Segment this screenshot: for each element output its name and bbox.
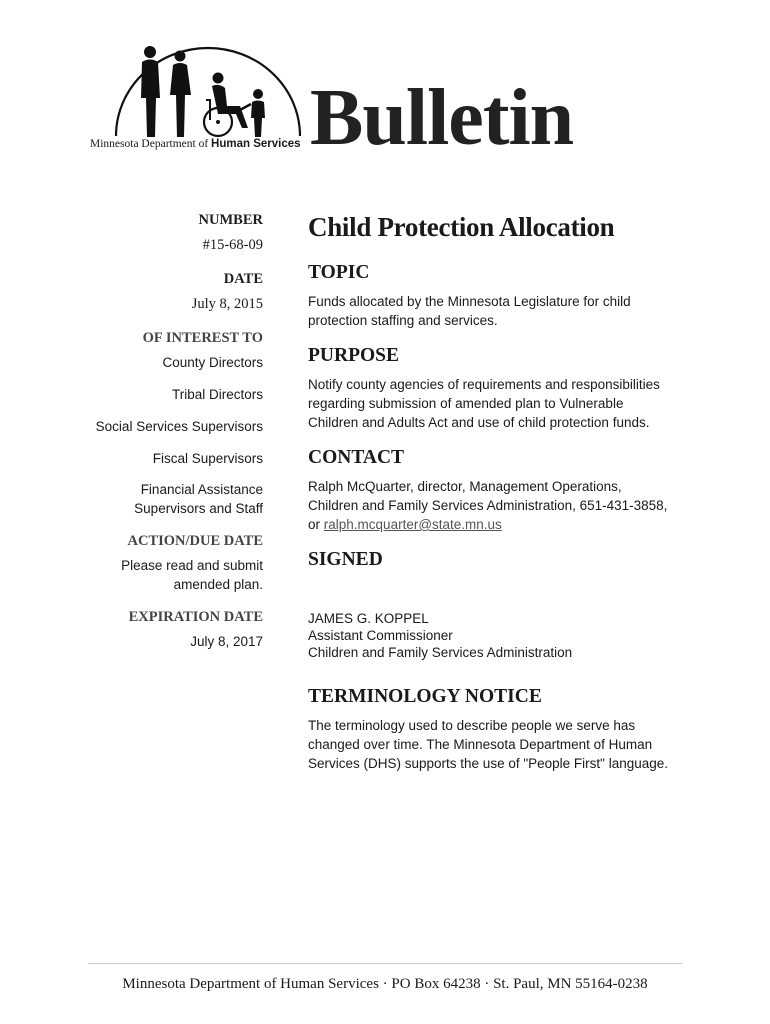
signed-heading: SIGNED xyxy=(308,549,383,570)
purpose-line: Notify county agencies of requirements and responsibilities xyxy=(308,377,660,392)
contact-line: Ralph McQuarter, director, Management Operations, xyxy=(308,479,622,494)
action-line: amended plan. xyxy=(173,577,263,592)
purpose-heading: PURPOSE xyxy=(308,345,400,366)
contact-email-link[interactable]: ralph.mcquarter@state.mn.us xyxy=(323,517,502,532)
masthead-title: Bulletin xyxy=(310,74,574,162)
expiration-value: July 8, 2017 xyxy=(190,634,263,649)
interest-item: Social Services Supervisors xyxy=(95,419,263,434)
signer-title: Assistant Commissioner xyxy=(308,628,453,643)
topic-heading: TOPIC xyxy=(308,262,370,283)
interest-item: Fiscal Supervisors xyxy=(152,451,263,466)
number-label: NUMBER xyxy=(198,212,263,228)
bulletin-title: Child Protection Allocation xyxy=(308,212,615,242)
number-value: #15-68-09 xyxy=(202,237,263,253)
topic-line: Funds allocated by the Minnesota Legislature for child xyxy=(308,294,631,309)
date-label: DATE xyxy=(223,271,263,287)
terminology-heading: TERMINOLOGY NOTICE xyxy=(308,686,542,707)
signer-department: Children and Family Services Administration xyxy=(308,645,573,660)
contact-or: or xyxy=(308,517,321,532)
interest-item: County Directors xyxy=(162,355,263,370)
footer-address: Minnesota Department of Human Services · PO Box 64238 · St. Paul, MN 55164-0238 xyxy=(122,976,648,992)
logo-org-prefix: Minnesota Department of xyxy=(90,138,209,150)
logo-org-name xyxy=(90,138,301,150)
terminology-line: The terminology used to describe people we serve has xyxy=(308,718,636,733)
interest-item: Tribal Directors xyxy=(171,387,263,402)
interest-item: Financial Assistance xyxy=(140,482,263,497)
purpose-line: regarding submission of amended plan to Vulnerable xyxy=(308,396,624,411)
signer-name: JAMES G. KOPPEL xyxy=(308,611,429,626)
action-label: ACTION/DUE DATE xyxy=(127,533,263,549)
purpose-line: Children and Adults Act and use of child protection funds. xyxy=(308,415,650,430)
interest-label: OF INTEREST TO xyxy=(142,330,263,346)
contact-line: Children and Family Services Administration, 651-431-3858, xyxy=(308,498,668,513)
logo-org-bold: Human Services xyxy=(211,138,301,150)
terminology-line: changed over time. The Minnesota Department of Human xyxy=(308,737,653,752)
footer-divider xyxy=(88,963,682,964)
date-value: July 8, 2015 xyxy=(191,296,263,312)
dhs-logo xyxy=(88,40,318,160)
terminology-line: Services (DHS) supports the use of "People First" language. xyxy=(308,756,669,771)
action-line: Please read and submit xyxy=(121,558,263,573)
interest-item: Supervisors and Staff xyxy=(134,501,263,516)
topic-line: protection staffing and services. xyxy=(308,313,498,328)
expiration-label: EXPIRATION DATE xyxy=(128,609,263,625)
contact-heading: CONTACT xyxy=(308,447,405,468)
contact-email-line xyxy=(308,515,698,534)
family-silhouette-icon xyxy=(88,40,318,140)
